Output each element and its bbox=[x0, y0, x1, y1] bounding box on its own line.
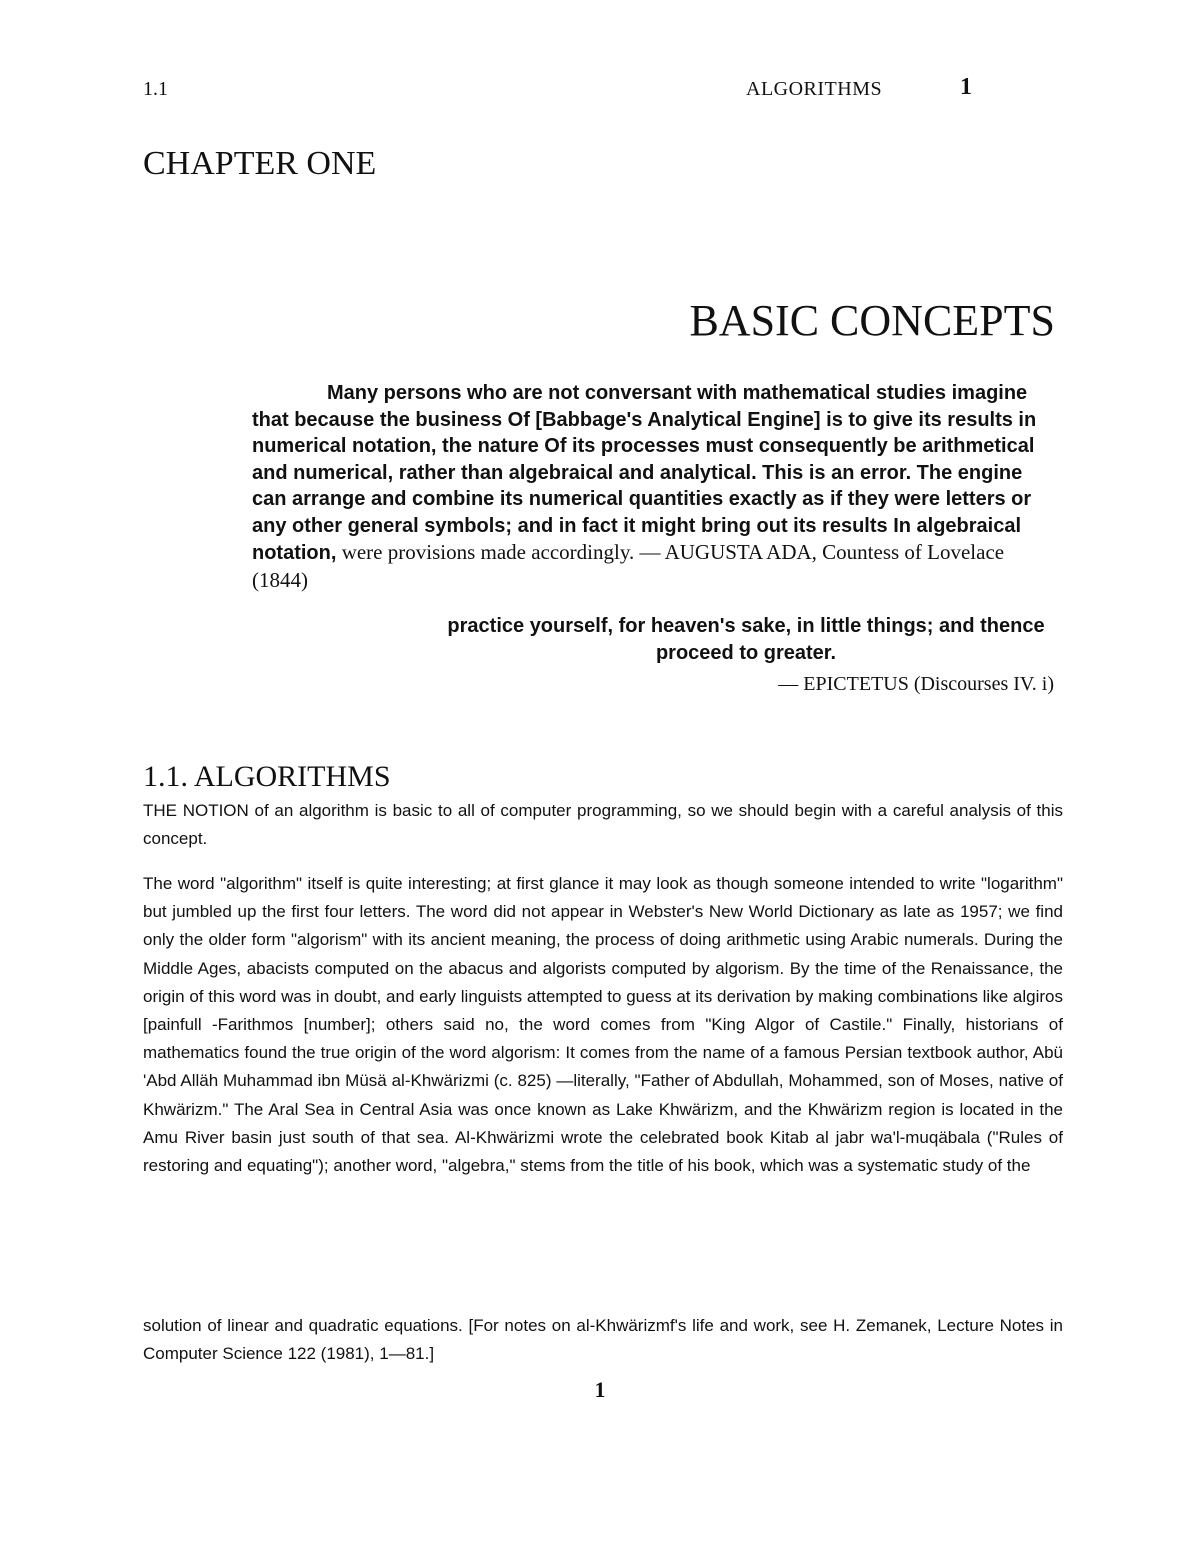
epigraph-lovelace bbox=[252, 380, 1052, 594]
chapter-label: CHAPTER ONE bbox=[143, 145, 377, 182]
running-head-title: ALGORITHMS bbox=[746, 78, 883, 100]
paragraph-continuation: solution of linear and quadratic equations. [For notes on al-Khwärizmf's life and work, see H. Zemanek, Lecture Notes in Computer Science 122 (1981), 1—81.] bbox=[143, 1316, 1063, 1364]
epigraph-epictetus: practice yourself, for heaven's sake, in little things; and thence proceed to greater. bbox=[447, 615, 1045, 664]
paragraph-intro: THE NOTION of an algorithm is basic to all of computer programming, so we should begin with a careful analysis of this concept. bbox=[143, 801, 1063, 849]
epigraph-lovelace-text: Many persons who are not conversant with mathematical studies imagine that because the business Of [Babbage's Analytical Engine] is to give its results in numerical notation, the nature Of its processes must consequently be arithmetical and numerical, rather than algebraical and analytical. This is an error. The engine can arrange and combine its numerical quantities exactly as if they were letters or any other general symbols; and in fact it might bring out its results In algebraical notation, bbox=[252, 382, 1037, 564]
running-head-page-number: 1 bbox=[960, 74, 972, 100]
paragraph-etymology: The word "algorithm" itself is quite interesting; at first glance it may look as though someone intended to write "logarithm" but jumbled up the first four letters. The word did not appear in Webster's New World Dictionary as late as 1957; we find only the older form "algorism" with its ancient meaning, the process of doing arithmetic using Arabic numerals. During the Middle Ages, abacists computed on the abacus and algorists computed by algorism. By the time of the Renaissance, the origin of this word was in doubt, and early linguists attempted to guess at its derivation by making combinations like algiros [painfull -Farithmos [number]; others said no, the word comes from "King Algor of Castile." Finally, historians of mathematics found the true origin of the word algorism: It comes from the name of a famous Persian textbook author, Abü 'Abd Alläh Muhammad ibn Müsä al-Khwärizmi (c. 825) —literally, "Father of Abdullah, Mohammed, son of Moses, native of Khwärizm." The Aral Sea in Central Asia was once known as Lake Khwärizm, and the Khwärizm region is located in the Amu River basin just south of that sea. Al-Khwärizmi wrote the celebrated book Kitab al jabr wa'l-muqäbala ("Rules of restoring and equating"); another word, "algebra," stems from the title of his book, which was a systematic study of the bbox=[143, 874, 1063, 1176]
section-heading: 1.1. ALGORITHMS bbox=[143, 760, 391, 793]
running-head-section: 1.1 bbox=[143, 78, 168, 100]
epigraph-epictetus-attribution: — EPICTETUS (Discourses IV. i) bbox=[778, 673, 1054, 695]
chapter-title: BASIC CONCEPTS bbox=[689, 296, 1055, 345]
epigraph-lovelace-attribution: were provisions made accordingly. — AUGUSTA ADA, Countess of Lovelace (1844) bbox=[252, 540, 1005, 592]
footer-page-number: 1 bbox=[594, 1377, 606, 1402]
